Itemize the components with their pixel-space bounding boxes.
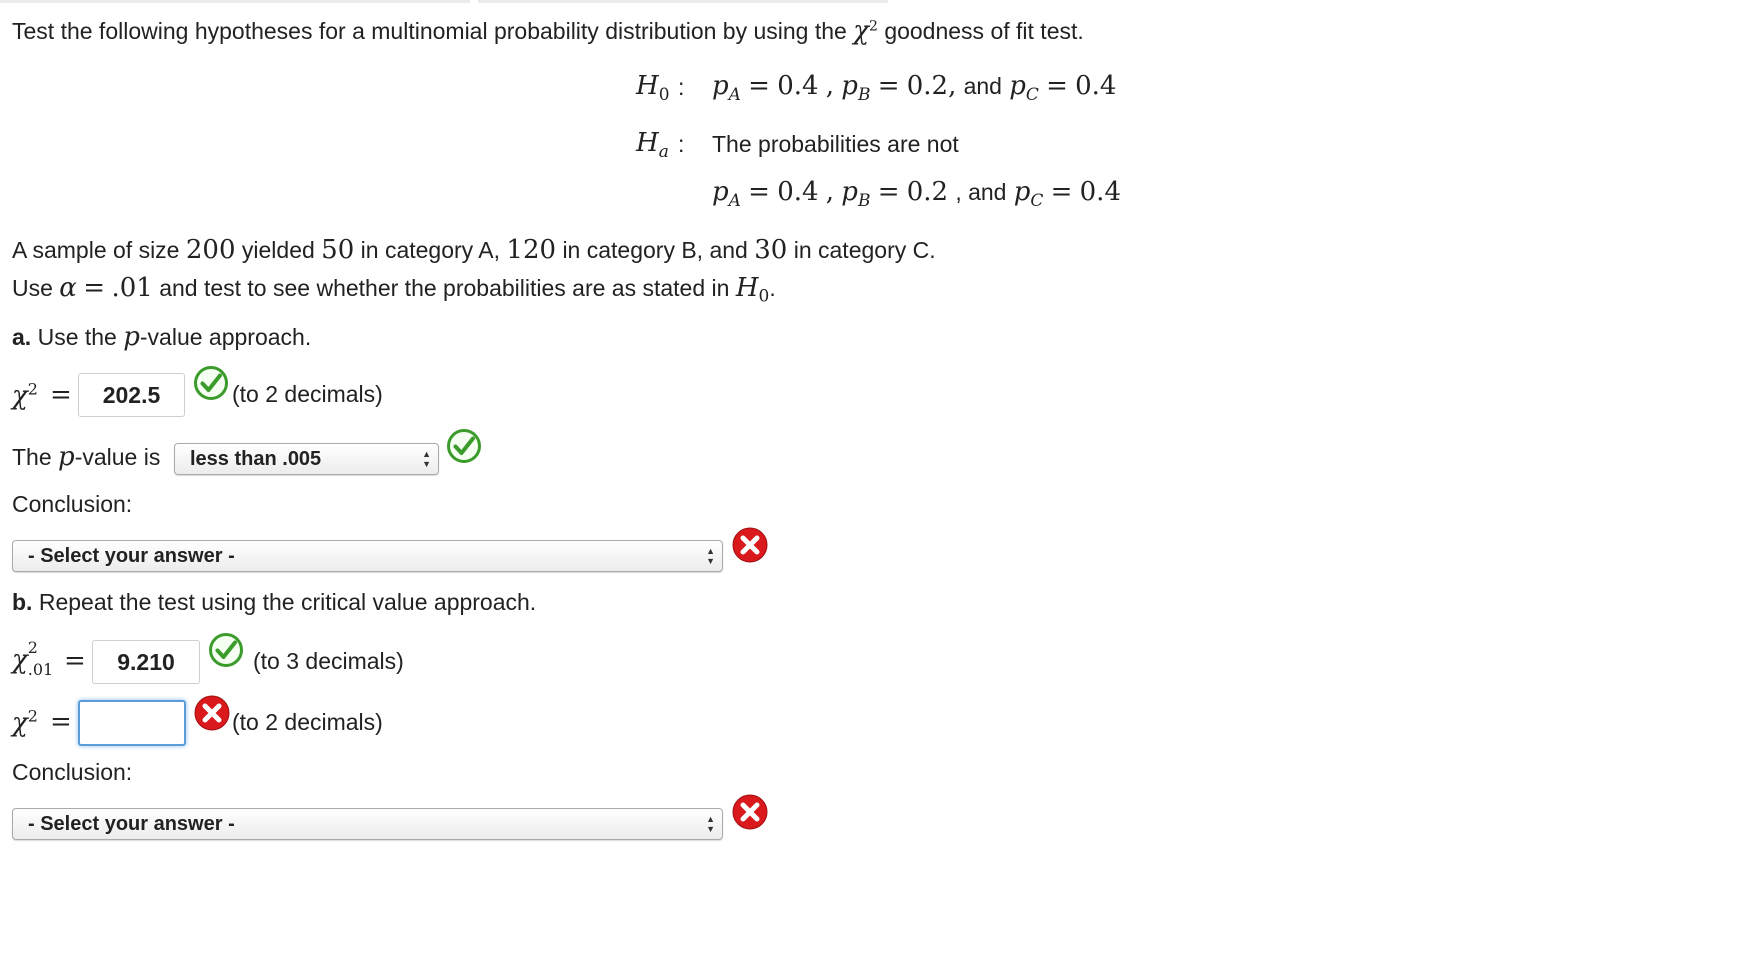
part-a-chi-label: $\chi^2$ xyxy=(12,379,38,411)
part-a-heading: a. Use the p-value approach. xyxy=(12,322,312,352)
chi-square-answer-a[interactable]: 202.5 xyxy=(78,373,185,417)
conclusion-label-b: Conclusion: xyxy=(12,759,133,785)
select-arrows-icon: ▲ ▼ xyxy=(706,546,715,566)
intro-text: Test the following hypotheses for a multinomial probability distribution by using the xyxy=(12,18,847,44)
chi-hint-b: (to 2 decimals) xyxy=(232,709,383,735)
part-b-chi-label: $\chi^2$ xyxy=(12,706,38,738)
h0-symbol: $H_0$ xyxy=(636,71,670,106)
intro-text-end: goodness of fit test. xyxy=(884,18,1084,44)
h0-colon: : xyxy=(678,74,685,100)
conclusion-select-a[interactable] xyxy=(12,540,723,572)
conclusion-label-a: Conclusion: xyxy=(12,491,133,517)
check-circle-icon xyxy=(208,632,244,668)
x-circle-icon xyxy=(731,526,769,564)
top-divider xyxy=(0,0,470,3)
h0-statement: $p_A = 0.4$ , $p_B = 0.2$, and $p_C = 0.4$ xyxy=(712,71,1117,106)
critical-hint: (to 3 decimals) xyxy=(253,648,404,674)
pvalue-select-value: less than .005 xyxy=(190,448,322,470)
critical-chi-label: χ 2 .01 xyxy=(12,638,54,679)
chi-sup: 2 xyxy=(869,18,878,35)
x-circle-icon xyxy=(731,793,769,831)
alpha-statement: Use α = .01 and test to see whether the probabilities are as stated in $H_0$. xyxy=(12,273,776,307)
select-arrows-icon: ▲ ▼ xyxy=(706,814,715,834)
part-b-heading: b. Repeat the test using the critical value approach. xyxy=(12,589,537,615)
chi-hint-a: (to 2 decimals) xyxy=(232,381,383,407)
critical-value-answer[interactable]: 9.210 xyxy=(92,640,200,684)
question-intro xyxy=(12,16,1084,46)
conclusion-select-b-value: - Select your answer - xyxy=(28,813,235,835)
pvalue-select[interactable] xyxy=(174,443,439,475)
part-a-equals: = xyxy=(50,380,72,410)
ha-text: The probabilities are not xyxy=(712,131,959,157)
check-circle-icon xyxy=(446,428,482,464)
ha-statement: $p_A = 0.4$ , $p_B = 0.2$ , and $p_C = 0.4$ xyxy=(712,177,1121,212)
ha-symbol: $H_a$ xyxy=(636,128,669,163)
conclusion-select-a-value: - Select your answer - xyxy=(28,545,235,567)
part-b-equals: = xyxy=(50,707,72,737)
top-divider-2 xyxy=(478,0,888,3)
conclusion-select-b[interactable] xyxy=(12,808,723,840)
pvalue-label: The p-value is xyxy=(12,442,161,472)
chi-square-input-b[interactable] xyxy=(78,700,186,746)
check-circle-icon xyxy=(193,365,229,401)
select-arrows-icon: ▲ ▼ xyxy=(422,449,431,469)
chi-symbol: χ xyxy=(853,16,869,46)
critical-equals: = xyxy=(64,646,86,676)
sample-statement: A sample of size 200 yielded 50 in category A, 120 in category B, and 30 in category C. xyxy=(12,235,936,265)
x-circle-icon xyxy=(193,694,231,732)
ha-colon: : xyxy=(678,131,685,157)
